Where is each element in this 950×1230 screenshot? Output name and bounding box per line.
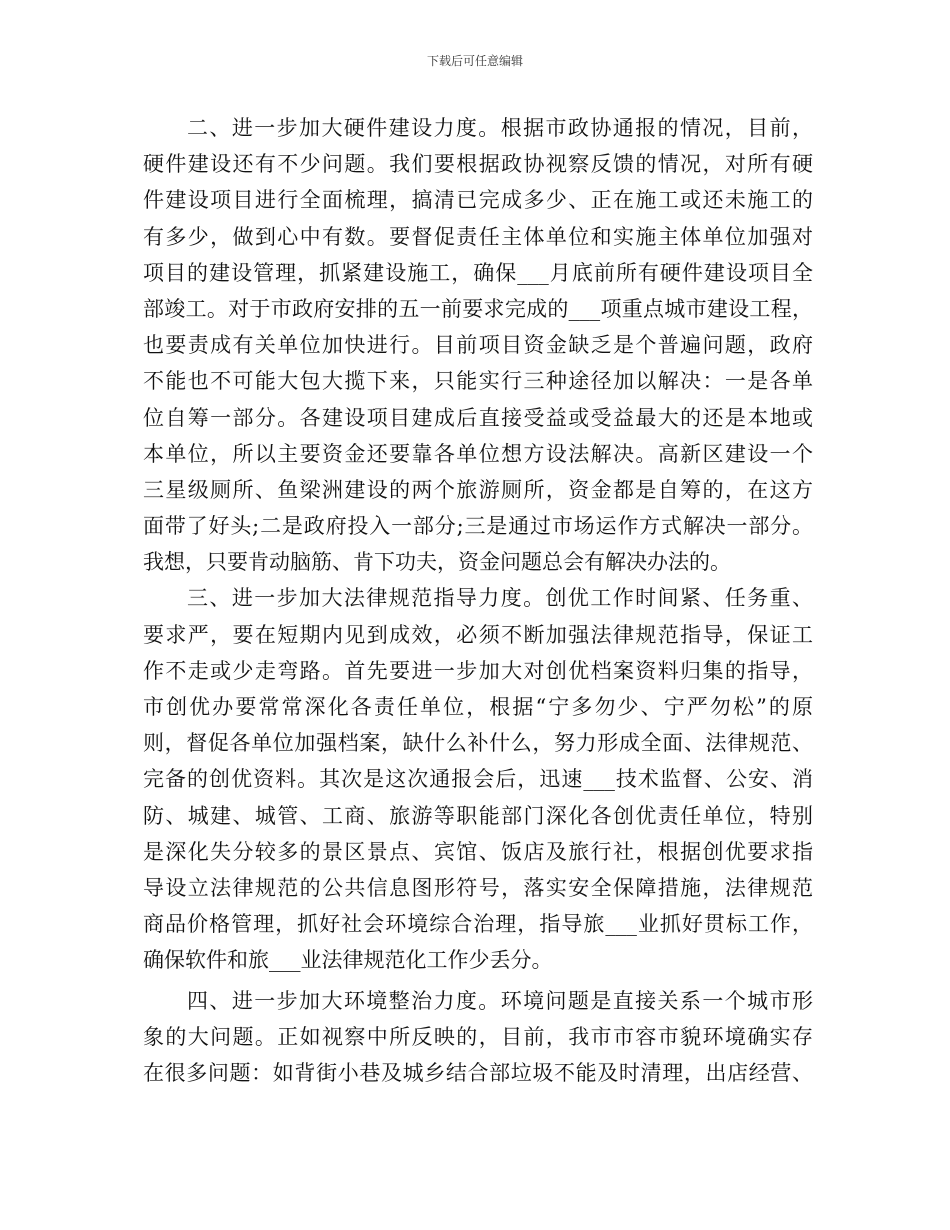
- paragraph-2-line: 面带了好头;二是政府投入一部分;三是通过市场运作方式解决一部分。: [143, 514, 813, 539]
- paragraph-3-line: 防、城建、城管、工商、旅游等职能部门深化各创优责任单位，特别: [143, 803, 813, 828]
- paragraph-2-line: 不能也不可能大包大揽下来，只能实行三种途径加以解决：一是各单: [143, 369, 813, 394]
- paragraph-2-line: 位自筹一部分。各建设项目建成后直接受益或受益最大的还是本地或: [143, 405, 813, 430]
- paragraph-4-line: 四、进一步加大环境整治力度。环境问题是直接关系一个城市形: [187, 988, 813, 1013]
- paragraph-2-line: 二、进一步加大硬件建设力度。根据市政协通报的情况，目前，: [187, 116, 813, 140]
- paragraph-3-line: 商品价格管理，抓好社会环境综合治理，指导旅___业抓好贯标工作，: [143, 912, 813, 937]
- paragraph-2-line: 也要责成有关单位加快进行。目前项目资金缺乏是个普遍问题，政府: [143, 333, 813, 358]
- paragraph-3-line: 三、进一步加大法律规范指导力度。创优工作时间紧、任务重、: [187, 586, 813, 611]
- paragraph-2-line: 我想，只要肯动脑筋、肯下功夫，资金问题总会有解决办法的。: [143, 550, 731, 575]
- paragraph-2-line: 件建设项目进行全面梳理，搞清已完成多少、正在施工或还未施工的: [143, 188, 813, 213]
- paragraph-3-line: 导设立法律规范的公共信息图形符号，落实安全保障措施，法律规范: [143, 875, 813, 900]
- paragraph-3-line: 要求严，要在短期内见到成效，必须不断加强法律规范指导，保证工: [143, 622, 813, 647]
- paragraph-4-line: 象的大问题。正如视察中所反映的，目前，我市市容市貌环境确实存: [143, 1024, 813, 1049]
- page-header: 下载后可任意编辑: [426, 54, 523, 68]
- paragraph-3-line: 作不走或少走弯路。首先要进一步加大对创优档案资料归集的指导，: [143, 658, 813, 683]
- paragraph-2-line: 三星级厕所、鱼梁洲建设的两个旅游厕所，资金都是自筹的，在这方: [143, 477, 813, 502]
- paragraph-3-line: 完备的创优资料。其次是这次通报会后，迅速___技术监督、公安、消: [143, 767, 813, 792]
- paragraph-3-line: 则，督促各单位加强档案，缺什么补什么，努力形成全面、法律规范、: [143, 731, 813, 756]
- paragraph-2-line: 有多少，做到心中有数。要督促责任主体单位和实施主体单位加强对: [143, 224, 813, 249]
- document-body: [143, 110, 813, 1091]
- paragraph-4-line: 在很多问题：如背街小巷及城乡结合部垃圾不能及时清理，出店经营、: [143, 1060, 813, 1085]
- paragraph-3-line: 市创优办要常常深化各责任单位，根据“宁多勿少、宁严勿松”的原: [143, 695, 813, 719]
- paragraph-2-line: 部竣工。对于市政府安排的五一前要求完成的___项重点城市建设工程，: [143, 296, 813, 321]
- paragraph-2-line: 硬件建设还有不少问题。我们要根据政协视察反馈的情况，对所有硬: [143, 152, 813, 177]
- paragraph-3-line: 确保软件和旅___业法律规范化工作少丢分。: [143, 948, 553, 973]
- paragraph-2-line: 本单位，所以主要资金还要靠各单位想方设法解决。高新区建设一个: [143, 441, 813, 466]
- paragraph-2-line: 项目的建设管理，抓紧建设施工，确保___月底前所有硬件建设项目全: [143, 260, 813, 285]
- paragraph-3-line: 是深化失分较多的景区景点、宾馆、饭店及旅行社，根据创优要求指: [143, 839, 813, 864]
